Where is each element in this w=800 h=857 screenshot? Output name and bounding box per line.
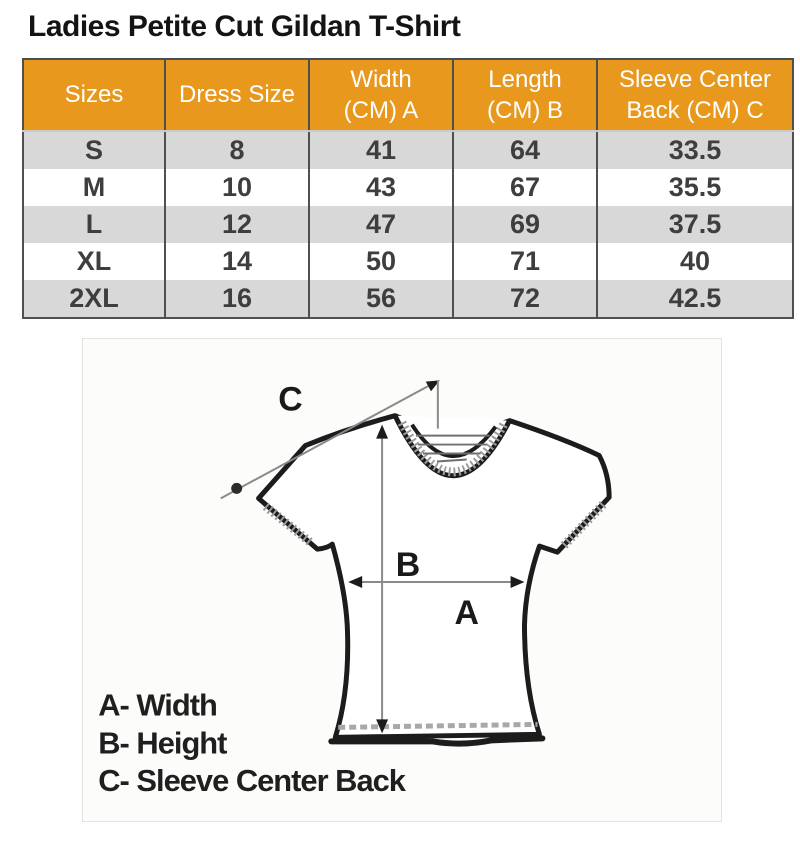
width-cell: 50 xyxy=(309,243,453,280)
legend-b-height: B- Height xyxy=(98,725,227,761)
length-cell: 71 xyxy=(453,243,597,280)
dress-size-cell: 12 xyxy=(165,206,309,243)
width-cell: 47 xyxy=(309,206,453,243)
column-header-label-line1: Length xyxy=(488,65,562,93)
page-title: Ladies Petite Cut Gildan T-Shirt xyxy=(28,10,461,43)
width-cell: 43 xyxy=(309,169,453,206)
label-c: C xyxy=(278,380,303,419)
width-cell: 41 xyxy=(309,131,453,169)
column-header-width xyxy=(309,59,453,131)
length-cell: 72 xyxy=(453,280,597,318)
column-header-label-line2: (CM) A xyxy=(343,97,419,124)
column-header-label: Sizes xyxy=(64,81,124,109)
size-cell: M xyxy=(82,172,106,202)
sleeve-cell: 35.5 xyxy=(597,169,793,206)
table-row xyxy=(23,169,793,206)
column-header-length xyxy=(453,59,597,131)
size-cell: XL xyxy=(76,246,112,276)
table-row xyxy=(23,131,793,169)
column-header-label-line1: Sleeve Center xyxy=(618,65,772,93)
length-cell: 67 xyxy=(453,169,597,206)
size-cell: L xyxy=(85,209,103,239)
legend-c-sleeve-center-back: C- Sleeve Center Back xyxy=(98,763,405,799)
size-cell: S xyxy=(84,135,103,165)
dress-size-cell: 8 xyxy=(165,131,309,169)
measurement-diagram xyxy=(82,338,722,822)
column-header-sleeve-center-back xyxy=(597,59,793,131)
header-row xyxy=(23,59,793,131)
table-row xyxy=(23,206,793,243)
column-header-label-line2: Back (CM) C xyxy=(626,97,764,124)
sleeve-cell: 42.5 xyxy=(597,280,793,318)
label-a: A xyxy=(454,593,479,632)
size-cell: 2XL xyxy=(69,283,119,313)
table-row xyxy=(23,243,793,280)
measure-c-end-dot xyxy=(231,483,242,494)
dress-size-cell: 14 xyxy=(165,243,309,280)
sleeve-cell: 33.5 xyxy=(597,131,793,169)
width-cell: 56 xyxy=(309,280,453,318)
length-cell: 69 xyxy=(453,206,597,243)
column-header-dress-size xyxy=(165,59,309,131)
column-header-label-line1: Width xyxy=(350,65,412,93)
sleeve-cell: 40 xyxy=(597,243,793,280)
table-row xyxy=(23,280,793,318)
column-header-label: Dress Size xyxy=(178,81,296,109)
sleeve-cell: 37.5 xyxy=(597,206,793,243)
column-header-sizes xyxy=(23,59,165,131)
column-header-label-line2: (CM) B xyxy=(487,97,563,124)
label-b: B xyxy=(395,546,421,585)
hem-bottom-edge xyxy=(331,738,542,743)
dress-size-cell: 16 xyxy=(165,280,309,318)
size-chart-table xyxy=(22,58,794,319)
tshirt-diagram-svg xyxy=(83,339,721,821)
legend-a-width: A- Width xyxy=(98,687,217,723)
length-cell: 64 xyxy=(453,131,597,169)
dress-size-cell: 10 xyxy=(165,169,309,206)
